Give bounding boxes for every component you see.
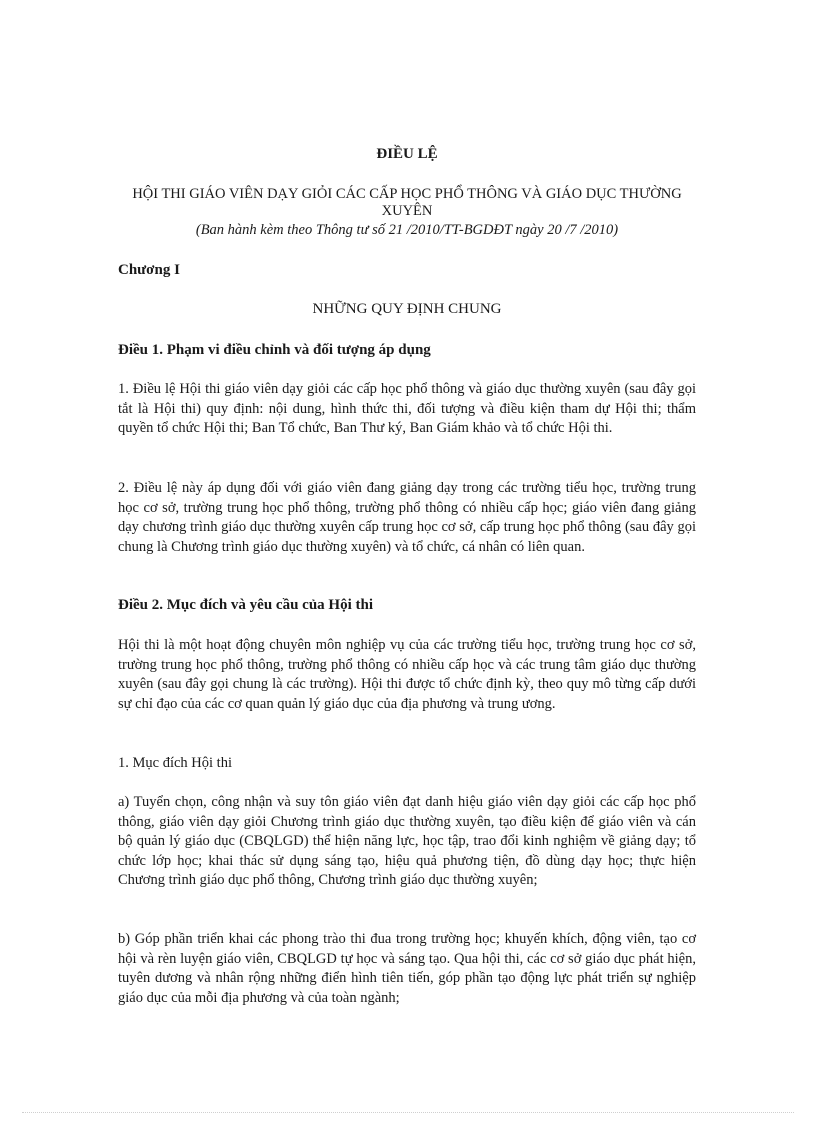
article-2-purpose-label: 1. Mục đích Hội thi [118, 755, 232, 771]
article-1-paragraph-1: 1. Điều lệ Hội thi giáo viên dạy giỏi các cấp học phổ thông và giáo dục thường xuyên (sau đây gọi tắt là Hội thi) quy định: nội dung, hình thức thi, đối tượng và điều kiện tham dự Hội thi; thẩm quyền tổ chức Hội thi; Ban Tổ chức, Ban Thư ký, Ban Giám khảo và tổ chức Hội thi. [118, 381, 696, 436]
issuance-note: (Ban hành kèm theo Thông tư số 21 /2010/TT-BGDĐT ngày 20 /7 /2010) [195, 222, 619, 238]
article-1-heading: Điều 1. Phạm vi điều chỉnh và đối tượng áp dụng [118, 342, 431, 358]
page-bottom-divider [22, 1112, 794, 1113]
article-2-heading: Điều 2. Mục đích và yêu cầu của Hội thi [118, 597, 374, 613]
article-2-intro: Hội thi là một hoạt động chuyên môn nghiệp vụ của các trường tiểu học, trường trung học cơ sở, trường trung học phổ thông, trường phổ thông có nhiều cấp học và các trung tâm giáo dục thường xuyên (sau đây gọi chung là các trường). Hội thi được tổ chức định kỳ, theo quy mô từng cấp dưới sự chỉ đạo của các cơ quan quản lý giáo dục của địa phương và trung ương. [118, 637, 696, 712]
chapter-label: Chương I [118, 262, 180, 278]
chapter-title: NHỮNG QUY ĐỊNH CHUNG [312, 301, 502, 317]
document-subtitle: HỘI THI GIÁO VIÊN DẠY GIỎI CÁC CẤP HỌC PHỔ THÔNG VÀ GIÁO DỤC THƯỜNG XUYÊN [132, 186, 682, 219]
article-1-paragraph-2: 2. Điều lệ này áp dụng đối với giáo viên đang giảng dạy trong các trường tiểu học, trường trung học cơ sở, trường trung học phổ thông, trường phổ thông có nhiều cấp học; giáo viên đang giảng dạy chương trình giáo dục thường xuyên cấp trung học cơ sở, cấp trung học phổ thông (sau đây gọi chung là Chương trình giáo dục thường xuyên) và tổ chức, cá nhân có liên quan. [118, 480, 696, 555]
article-2-item-b: b) Góp phần triển khai các phong trào thi đua trong trường học; khuyến khích, động viên, tạo cơ hội và rèn luyện giáo viên, CBQLGD tự học và sáng tạo. Qua hội thi, các cơ sở giáo dục phát hiện, tuyên dương và nhân rộng những điển hình tiên tiến, góp phần tạo động lực phát triển sự nghiệp giáo dục của mỗi địa phương và của toàn ngành; [118, 931, 696, 1006]
document-title: ĐIỀU LỆ [376, 146, 438, 162]
article-2-item-a: a) Tuyển chọn, công nhận và suy tôn giáo viên đạt danh hiệu giáo viên dạy giỏi các cấp học phổ thông, giáo viên dạy giỏi Chương trình giáo dục thường xuyên, tạo điều kiện để giáo viên và cán bộ quản lý giáo dục (CBQLGD) thể hiện năng lực, học tập, trao đổi kinh nghiệm về giảng dạy; tổ chức lớp học; khai thác sử dụng sáng tạo, hiệu quả phương tiện, đồ dùng dạy học; thực hiện Chương trình giáo dục phổ thông, Chương trình giáo dục thường xuyên; [118, 794, 696, 888]
